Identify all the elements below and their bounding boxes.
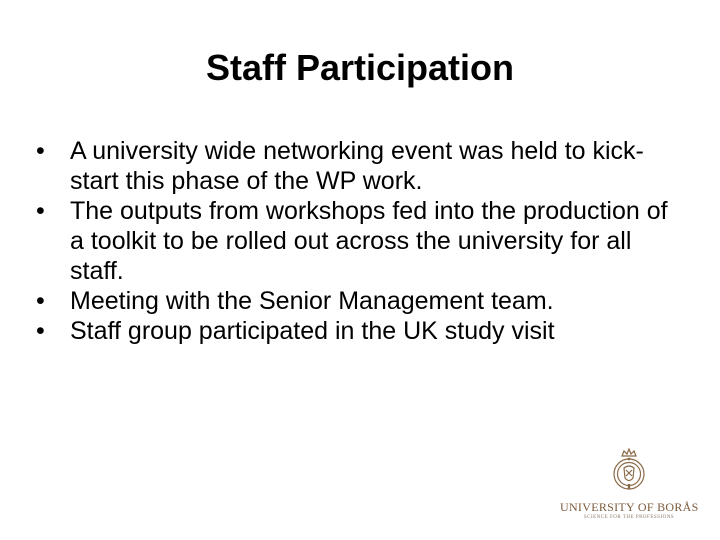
bullet-marker: •: [36, 137, 45, 165]
bullet-text: The outputs from workshops fed into the production of a toolkit to be rolled out across the university for all staff.: [70, 197, 668, 285]
crest-icon: [611, 448, 647, 500]
bullet-item: [36, 136, 686, 196]
bullet-item: [36, 316, 686, 346]
bullet-text: Staff group participated in the UK study visit: [70, 317, 555, 345]
bullet-item: [36, 196, 686, 286]
bullet-list: [36, 136, 686, 346]
bullet-item: [36, 286, 686, 316]
logo-name: UNIVERSITY OF BORÅS: [560, 500, 699, 514]
university-logo: [560, 448, 698, 528]
logo-tagline: SCIENCE FOR THE PROFESSIONS: [583, 515, 675, 520]
bullet-text: A university wide networking event was held to kick-start this phase of the WP work.: [70, 137, 644, 195]
bullet-marker: •: [36, 287, 45, 315]
bullet-marker: •: [36, 317, 45, 345]
bullet-marker: •: [36, 197, 45, 225]
slide-title: Staff Participation: [205, 47, 515, 88]
bullet-text: Meeting with the Senior Management team.: [70, 287, 554, 315]
